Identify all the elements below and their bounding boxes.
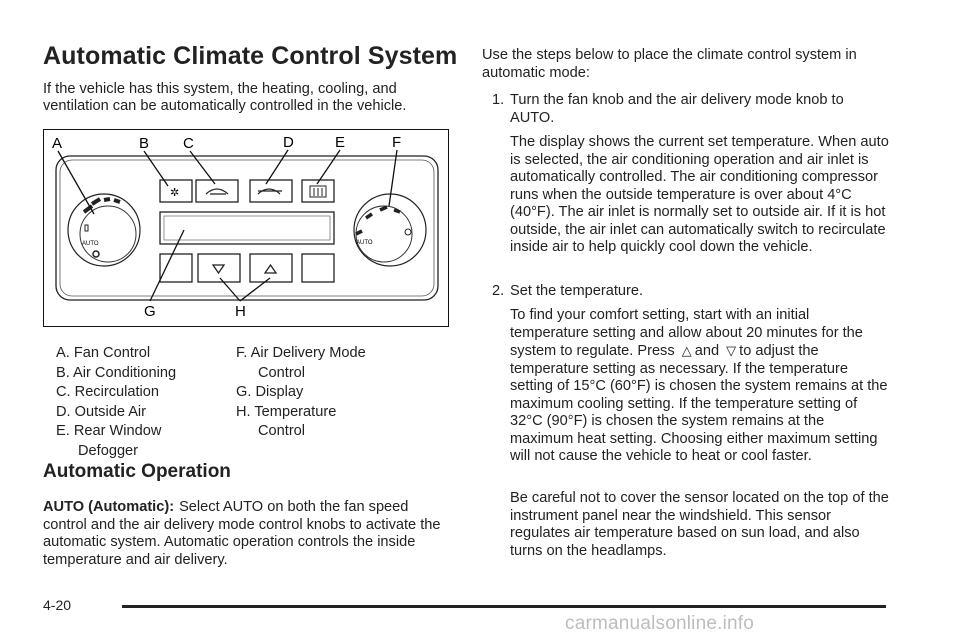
intro-paragraph: If the vehicle has this system, the heating, cooling, and ventilation can be automatically controlled in the vehicle.	[43, 81, 407, 114]
legend-item-display: G. Display	[236, 384, 304, 400]
step-1-heading: Turn the fan knob and the air delivery mode knob to AUTO.	[510, 92, 844, 126]
snowflake-icon: ✲	[170, 186, 180, 199]
legend-left-column	[56, 344, 176, 461]
outside-air-icon	[258, 189, 282, 194]
steps-intro: Use the steps below to place the climate control system in automatic mode:	[482, 47, 857, 81]
mode-knob-auto-label: AUTO	[356, 240, 373, 246]
legend-item-fan-control: A. Fan Control	[56, 345, 151, 361]
step-2-heading: Set the temperature.	[510, 283, 644, 299]
blank-button-right	[302, 254, 334, 282]
legend-item-air-delivery: F. Air Delivery Mode	[236, 345, 366, 361]
callout-e: E	[335, 134, 346, 151]
blank-button-left	[160, 254, 192, 282]
adjust-text-post: to adjust the temperature setting as necessary. If the temperature setting of 15°C (60°F) is chosen the system remains at the maximum cooling setting. If the temperature setting of 32°C (90°F) is chosen the system remains at the maximum heat setting. Choosing either maximum setting will not cause the vehicle to heat or cool faster.	[510, 343, 888, 464]
temperature-display	[160, 212, 334, 244]
step-1-paragraph: The display shows the current set temperature. When auto is selected, the air conditioning operation and air inlet is automatically controlled. The air conditioning compressor runs when the outside temperature is over about 4°C (40°F). The air inlet is normally set to outside air. If it is hot outside, the air inlet can automatically switch to recirculate inside air to help quickly cool down the vehicle.	[510, 134, 889, 255]
footer-rule	[122, 605, 886, 608]
adjust-text-mid: and	[694, 343, 720, 359]
legend-item-temperature-cont: Control	[258, 423, 306, 439]
section-title: Automatic Operation	[43, 461, 231, 482]
legend-item-rear-window-cont: Defogger	[78, 442, 139, 459]
legend-item-air-conditioning: B. Air Conditioning	[56, 364, 177, 381]
legend-item-recirculation: C. Recirculation	[56, 384, 160, 400]
legend-item-air-delivery-cont: Control	[258, 364, 306, 381]
up-triangle-icon: △	[681, 343, 692, 358]
adjust-text-pre: To find your comfort setting, start with an initial temperature setting and allow about 20 minutes for the system to regulate. Press	[510, 307, 863, 359]
callout-leader-lines	[58, 150, 397, 301]
legend-right-column	[236, 344, 366, 442]
callout-d: D	[283, 134, 294, 151]
down-triangle-icon: ▽	[726, 343, 737, 358]
watermark: carmanualsonline.info	[565, 613, 755, 634]
fan-control-knob	[68, 194, 140, 266]
callout-f: F	[392, 134, 402, 151]
callout-b: B	[139, 135, 150, 152]
panel-outline	[56, 156, 438, 300]
step-2-number: 2.	[492, 283, 505, 299]
callout-c: C	[183, 135, 194, 152]
callout-h: H	[235, 303, 246, 320]
recirculation-button	[196, 180, 238, 202]
temp-down-button	[198, 254, 240, 282]
climate-panel-drawing	[44, 130, 448, 326]
legend-item-rear-window: E. Rear Window	[56, 423, 162, 439]
auto-text: Select AUTO on both the fan speed control and the air delivery mode control knobs to activate the automatic system. Automatic operation controls the inside temperature and air delivery.	[43, 499, 441, 568]
step-2-sensor-paragraph: Be careful not to cover the sensor located on the top of the instrument panel near the windshield. This sensor regulates air temperature based on sun load, and also turns on the headlamps.	[510, 490, 889, 559]
callout-g: G	[144, 303, 156, 320]
legend-item-temperature: H. Temperature	[236, 403, 337, 420]
callout-a: A	[52, 135, 63, 152]
defrost-icon	[405, 229, 411, 235]
climate-control-illustration	[43, 129, 449, 327]
legend-item-outside-air: D. Outside Air	[56, 403, 147, 420]
top-button-row	[160, 180, 334, 202]
rear-defog-icon	[310, 186, 326, 197]
panel-inner-outline	[60, 160, 434, 296]
auto-paragraph	[43, 499, 453, 569]
triangle-down-icon	[213, 265, 224, 273]
recirculation-icon	[206, 189, 228, 194]
auto-lead: AUTO (Automatic):	[43, 499, 175, 515]
fan-icon	[93, 251, 99, 257]
bottom-button-row	[160, 254, 334, 282]
fan-knob-auto-label: AUTO	[82, 241, 99, 247]
step-2-adjust-paragraph	[510, 307, 890, 466]
page-number: 4-20	[43, 597, 72, 613]
step-1-number: 1.	[492, 92, 505, 108]
temp-up-button	[250, 254, 292, 282]
triangle-up-icon	[265, 265, 276, 273]
air-delivery-mode-knob	[354, 194, 426, 266]
page-title: Automatic Climate Control System	[43, 42, 458, 70]
